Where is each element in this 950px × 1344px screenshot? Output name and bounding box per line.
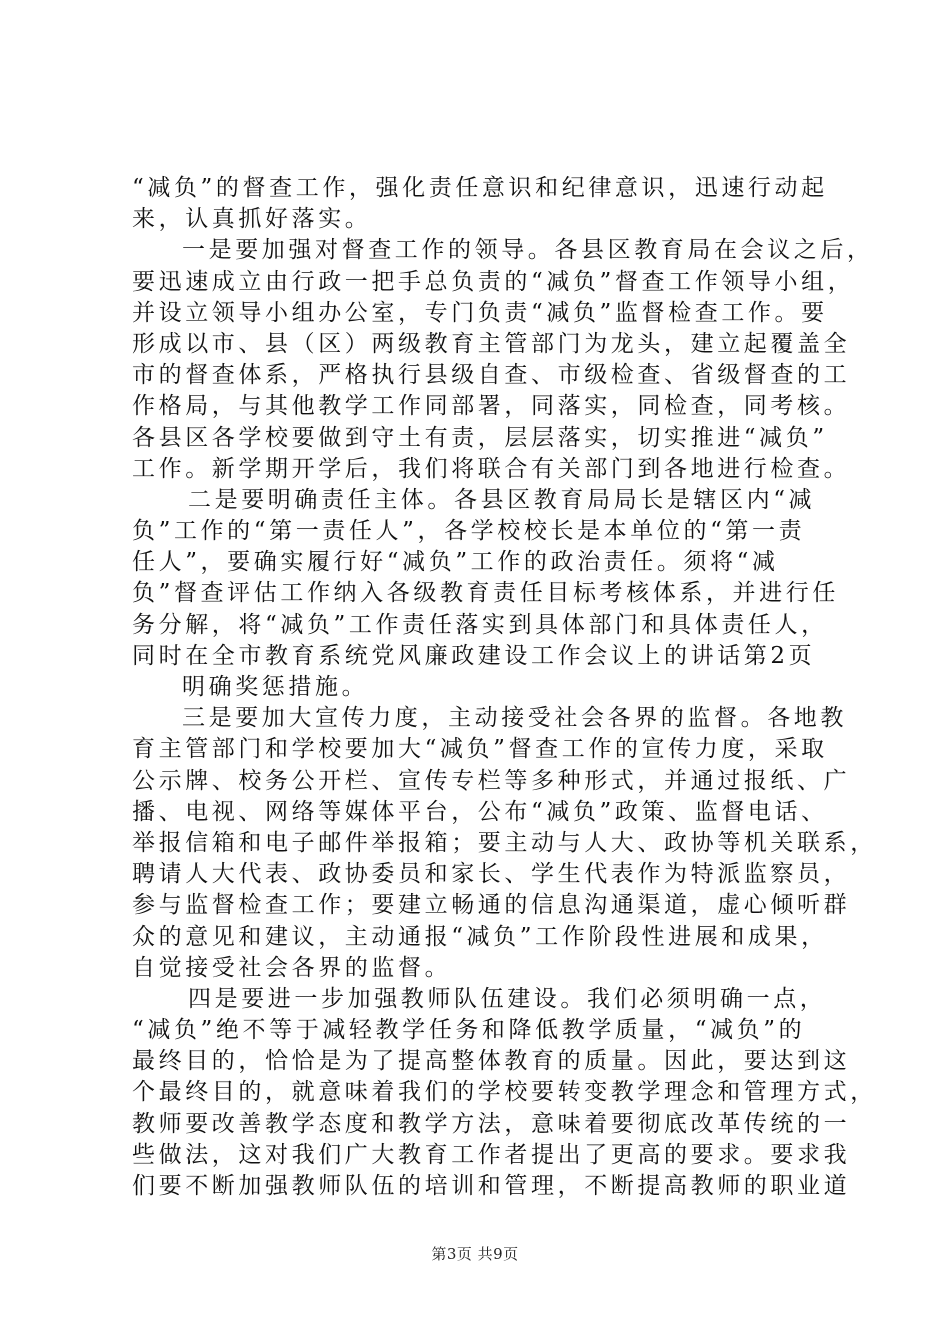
text-line: 参与监督检查工作；要建立畅通的信息沟通渠道，虚心倾听群 xyxy=(132,892,851,919)
text-line: 们要不断加强教师队伍的培训和管理，不断提高教师的职业道 xyxy=(132,1173,851,1199)
text-line: 育主管部门和学校要加大“减负”督查工作的宣传力度，采取 xyxy=(132,736,828,763)
paragraph-start-line: 一是要加强对督查工作的领导。各县区教育局在会议之后， xyxy=(182,237,874,264)
text-line: 来，认真抓好落实。 xyxy=(132,206,372,233)
text-line: 众的意见和建议，主动通报“减负”工作阶段性进展和成果， xyxy=(132,923,828,950)
text-line: 要迅速成立由行政一把手总负责的“减负”督查工作领导小组， xyxy=(132,268,855,295)
text-line: 公示牌、校务公开栏、宣传专栏等多种形式，并通过报纸、广 xyxy=(132,767,851,794)
paragraph-start-line: 四是要进一步加强教师队伍建设。我们必须明确一点， xyxy=(188,985,827,1012)
paragraph-start-line: 三是要加大宣传力度，主动接受社会各界的监督。各地教 xyxy=(182,705,847,732)
text-line: 些做法，这对我们广大教育工作者提出了更高的要求。要求我 xyxy=(132,1141,851,1168)
text-line: 播、电视、网络等媒体平台，公布“减负”政策、监督电话、 xyxy=(132,798,828,825)
text-line: 形成以市、县（区）两级教育主管部门为龙头，建立起覆盖全 xyxy=(132,330,851,357)
text-line: 负”工作的“第一责任人”，各学校校长是本单位的“第一责 xyxy=(132,518,806,545)
text-line: 任人”，要确实履行好“减负”工作的政治责任。须将“减 xyxy=(132,549,779,576)
page-number-footer: 第3页 共9页 xyxy=(431,1245,519,1263)
text-line: 同时在全市教育系统党风廉政建设工作会议上的讲话第2页 xyxy=(132,642,816,669)
text-line: 作格局，与其他教学工作同部署，同落实，同检查，同考核。 xyxy=(132,393,851,420)
text-line: “减负”的督查工作，强化责任意识和纪律意识，迅速行动起 xyxy=(132,175,828,201)
text-line: 聘请人大代表、政协委员和家长、学生代表作为特派监察员， xyxy=(132,861,851,888)
document-body xyxy=(132,173,877,1202)
text-line: 各县区各学校要做到守土有责，层层落实，切实推进“减负” xyxy=(132,424,828,451)
text-line: 教师要改善教学态度和教学方法，意味着要彻底改革传统的一 xyxy=(132,1110,851,1137)
text-line: 举报信箱和电子邮件举报箱；要主动与人大、政协等机关联系， xyxy=(132,829,877,856)
text-line: 自觉接受社会各界的监督。 xyxy=(132,954,452,981)
paragraph-start-line: 二是要明确责任主体。各县区教育局局长是辖区内“减 xyxy=(188,486,816,513)
text-line: 个最终目的，就意味着我们的学校要转变教学理念和管理方式， xyxy=(132,1079,877,1106)
text-line: 负”督查评估工作纳入各级教育责任目标考核体系，并进行任 xyxy=(132,580,839,607)
text-line: 市的督查体系，严格执行县级自查、市级检查、省级督查的工 xyxy=(132,362,851,389)
text-line: 务分解，将“减负”工作责任落实到具体部门和具体责任人， xyxy=(132,611,828,638)
text-line: 最终目的，恰恰是为了提高整体教育的质量。因此，要达到这 xyxy=(132,1048,851,1075)
text-line: “减负”绝不等于减轻教学任务和降低教学质量，“减负”的 xyxy=(132,1017,806,1044)
text-line: 并设立领导小组办公室，专门负责“减负”监督检查工作。要 xyxy=(132,299,828,326)
paragraph-start-line: 明确奖惩措施。 xyxy=(182,674,369,700)
text-line: 工作。新学期开学后，我们将联合有关部门到各地进行检查。 xyxy=(132,455,851,482)
